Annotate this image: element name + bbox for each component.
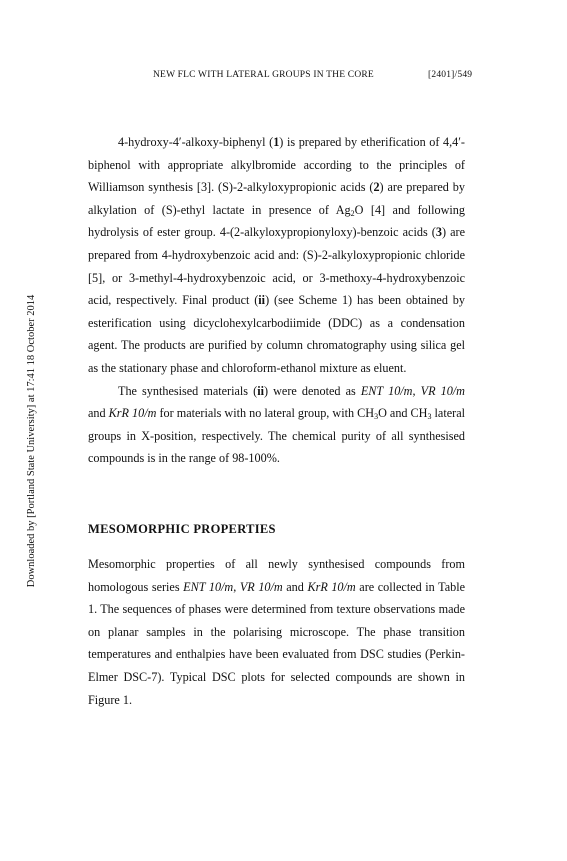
compound-ref: 3: [435, 225, 442, 240]
series-name: VR 10/m: [239, 579, 283, 594]
compound-ref: ii: [257, 383, 264, 398]
paragraph-mesomorphic: [88, 553, 465, 711]
text-run: The synthesised materials (: [118, 383, 258, 398]
section-heading: MESOMORPHIC PROPERTIES: [88, 522, 276, 536]
text-run: ) were denoted as: [263, 383, 361, 398]
text-run: ) are prepared from 4-hydroxybenzoic acid and: (S)-2-alkyloxypropionic chloride [5], or 3-methyl-4-hydroxybenzoic acid, or 3-methoxy-4-hydroxybenzoic acid, respectively. Final product (: [88, 225, 465, 308]
page-number: [2401]/549: [428, 70, 473, 80]
text-run: ) are prepared by alkylation of (S)-ethyl lactate in presence of Ag: [88, 180, 465, 217]
text-run: are collected in Table 1. The sequences of phases were determined from texture observations made on planar samples in the polarising microscope. The phase transition temperatures and enthalpies have been evaluated from DSC studies (Perkin-Elmer DSC-7). Typical DSC plots for selected compounds are shown in Figure 1.: [88, 579, 466, 707]
running-head: [0, 70, 567, 86]
series-name: ENT 10/m: [183, 579, 234, 594]
text-run: and: [282, 579, 308, 594]
compound-ref: 1: [273, 135, 280, 149]
section-body: [88, 553, 465, 711]
series-name: KrR 10/m: [108, 406, 157, 421]
paragraph-denotation: [88, 380, 465, 470]
text-run: lateral groups in X-position, respectively. The chemical purity of all synthesised compounds is in the range of 98-100%.: [88, 406, 465, 466]
text-run: Mesomorphic properties of all newly synthesised compounds from homologous series: [88, 557, 465, 594]
compound-ref: ii: [258, 293, 266, 308]
text-run: O and CH: [378, 406, 428, 421]
text-run: ,: [233, 579, 240, 594]
download-notice: Downloaded by [Portland State University] at 17:41 18 October 2014: [26, 294, 37, 588]
series-name: ENT 10/m, VR 10/m: [360, 383, 465, 398]
body-text: [88, 131, 465, 470]
series-name: KrR 10/m: [307, 579, 356, 594]
text-run: ) (see Scheme 1) has been obtained by esterification using dicyclohexylcarbodiimide (DDC) as a condensation agent. The products are purified by column chromatography using silica gel as the stationary phase and chloroform-ethanol mixture as eluent.: [88, 293, 465, 375]
text-run: O [4] and following hydrolysis of ester group. 4-(2-alkyloxypropionyloxy)-benzoic acids (: [88, 202, 465, 240]
subscript: 3: [374, 412, 379, 422]
text-run: for materials with no lateral group, with CH: [156, 406, 375, 421]
paragraph-synthesis: [88, 131, 465, 380]
running-head-title: NEW FLC WITH LATERAL GROUPS IN THE CORE: [153, 70, 374, 80]
text-run: 4-hydroxy-4′-alkoxy-biphenyl (: [118, 135, 274, 149]
text-run: and: [88, 406, 109, 421]
subscript: 2: [350, 208, 355, 218]
text-run: ) is prepared by etherification of 4,4′-biphenol with appropriate alkylbromide according to the principles of Williamson synthesis [3]. (S)-2-alkyloxypropionic acids (: [88, 135, 465, 195]
subscript: 3: [427, 412, 432, 422]
compound-ref: 2: [373, 180, 380, 195]
